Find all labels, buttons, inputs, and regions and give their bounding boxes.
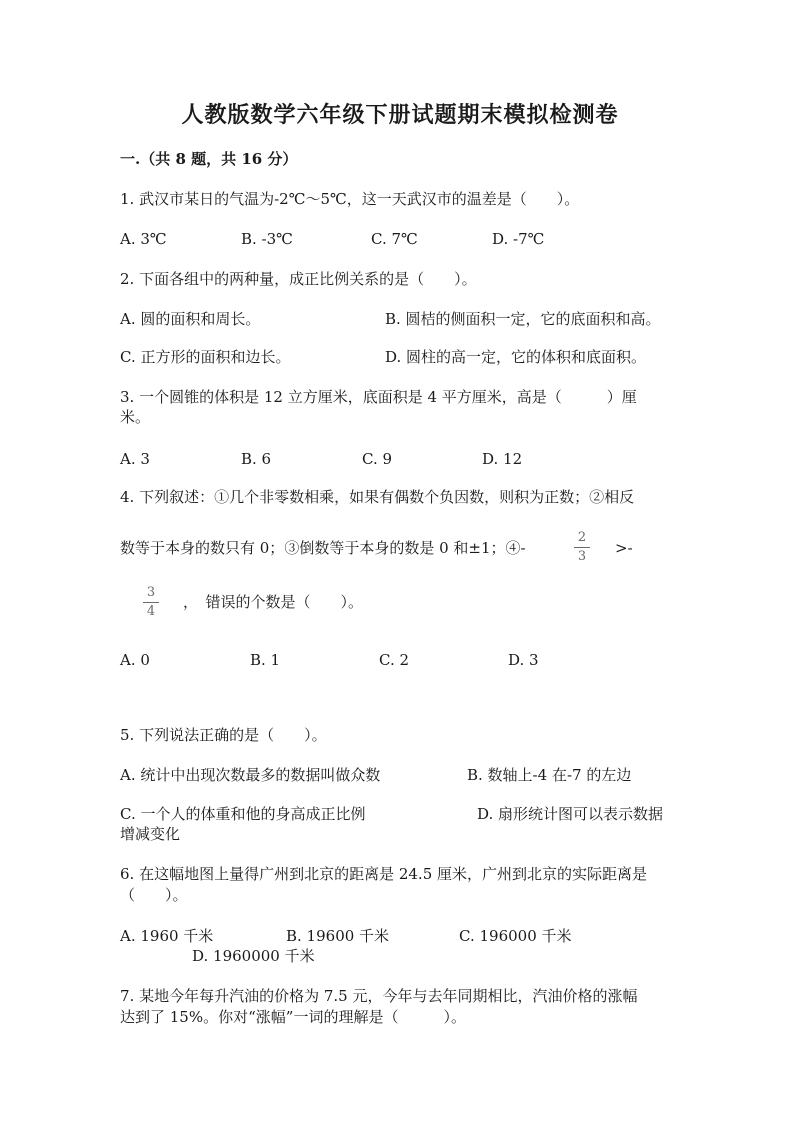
question-4-line2: 数等于本身的数只有 0；③倒数等于本身的数是 0 和±1；④- [120,539,526,557]
question-4-line3: ， 错误的个数是（ ）。 [183,593,364,611]
question-6-stem-line1: 6. 在这幅地图上量得广州到北京的距离是 24.5 厘米，广州到北京的实际距离是 [120,865,648,883]
question-4-line1: 4. 下列叙述：①几个非零数相乘，如果有偶数个负因数，则积为正数；②相反 [120,488,635,506]
fraction-three-fourths [143,585,159,620]
question-1-stem: 1. 武汉市某日的气温为-2℃～5℃，这一天武汉市的温差是（ ）。 [120,190,580,208]
question-5-option-c: C. 一个人的体重和他的身高成正比例 [120,805,366,823]
question-2-option-d: D. 圆柱的高一定，它的体积和底面积。 [385,348,647,366]
question-1-option-d: D. -7℃ [492,230,545,248]
question-2-option-a: A. 圆的面积和周长。 [120,310,261,328]
question-3-option-a: A. 3 [120,450,150,468]
question-1-option-a: A. 3℃ [120,230,167,248]
question-3-option-d: D. 12 [482,450,523,468]
question-6-option-c: C. 196000 千米 [459,927,572,945]
question-3-option-b: B. 6 [241,450,272,468]
question-1-option-c: C. 7℃ [371,230,418,248]
question-7-stem-line2: 达到了 15%。你对“涨幅”一词的理解是（ ）。 [120,1008,466,1026]
question-4-option-c: C. 2 [379,651,410,669]
fraction-denominator: 4 [146,604,156,619]
question-2-option-b: B. 圆桔的侧面积一定，它的底面积和高。 [385,310,661,328]
question-2-stem: 2. 下面各组中的两种量，成正比例关系的是（ ）。 [120,270,477,288]
question-6-option-a: A. 1960 千米 [120,927,214,945]
question-5-option-d-continued: 增减变化 [120,825,181,843]
question-6-stem-line2: （ ）。 [120,886,188,904]
question-5-stem: 5. 下列说法正确的是（ ）。 [120,726,327,744]
question-7-stem-line1: 7. 某地今年每升汽油的价格为 7.5 元，今年与去年同期相比，汽油价格的涨幅 [120,987,638,1005]
question-2-option-c: C. 正方形的面积和边长。 [120,348,291,366]
question-1-option-b: B. -3℃ [241,230,293,248]
question-6-option-d: D. 1960000 千米 [192,947,315,965]
fraction-two-thirds [574,530,590,565]
question-4-option-b: B. 1 [250,651,281,669]
question-6-option-b: B. 19600 千米 [286,927,390,945]
fraction-numerator: 3 [146,585,156,600]
page-title: 人教版数学六年级下册试题期末模拟检测卷 [181,102,619,128]
section-heading: 一.（共 8 题，共 16 分） [120,150,298,168]
question-5-option-b: B. 数轴上-4 在-7 的左边 [467,766,632,784]
greater-than-minus: >- [615,539,633,557]
question-4-option-d: D. 3 [508,651,539,669]
fraction-numerator: 2 [577,530,587,545]
question-5-option-d: D. 扇形统计图可以表示数据 [477,805,664,823]
question-3-option-c: C. 9 [362,450,393,468]
question-4-option-a: A. 0 [120,651,150,669]
question-3-stem-line1: 3. 一个圆锥的体积是 12 立方厘米，底面积是 4 平方厘米，高是（ ）厘 [120,388,637,406]
question-3-stem-line2: 米。 [120,408,151,426]
question-5-option-a: A. 统计中出现次数最多的数据叫做众数 [120,766,381,784]
fraction-denominator: 3 [577,549,587,564]
